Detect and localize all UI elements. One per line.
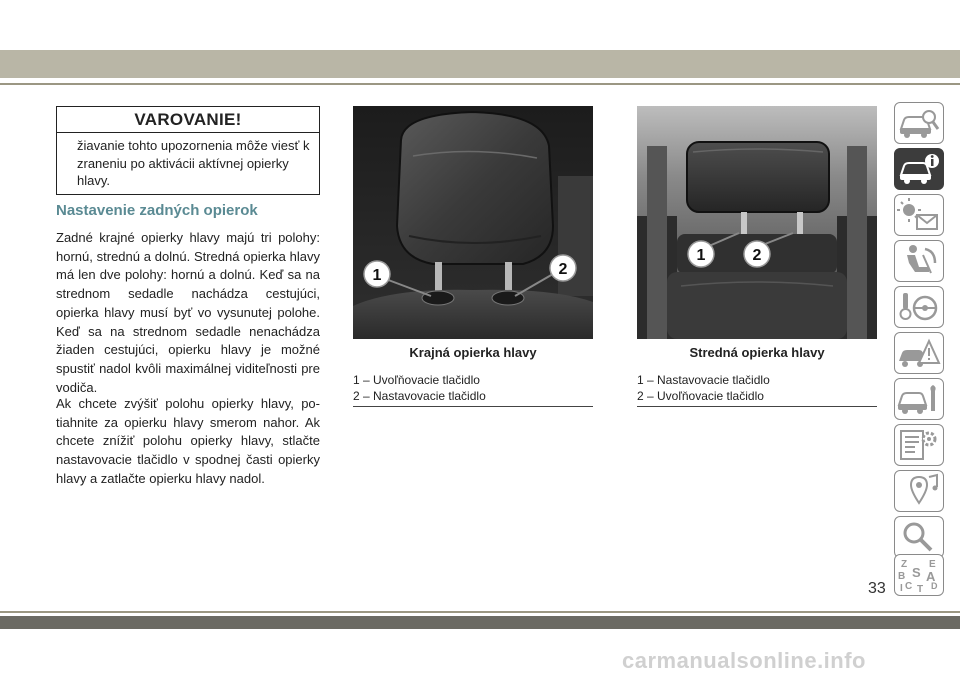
caption-rule: [637, 406, 877, 407]
index-letters-icon: [895, 555, 942, 594]
callout-1: 1: [696, 247, 706, 264]
outboard-head-restraint-photo: [353, 106, 593, 339]
tab-starting-operating[interactable]: [894, 286, 944, 328]
tab-multimedia[interactable]: [894, 470, 944, 512]
warning-title: VAROVANIE!: [57, 107, 319, 133]
footer-rule: [0, 611, 960, 613]
header-band: [0, 50, 960, 78]
warning-box: [56, 106, 320, 195]
center-head-restraint-photo: [637, 106, 877, 339]
index-letter: S: [912, 565, 921, 580]
index-letter: D: [931, 581, 938, 591]
caption-rule: [353, 406, 593, 407]
tab-technical-specifications[interactable]: [894, 424, 944, 466]
tab-getting-to-know-vehicle[interactable]: [894, 102, 944, 144]
index-letter: C: [905, 581, 913, 592]
figure-caption-item: 2 – Uvoľňovacie tlačidlo: [637, 389, 764, 403]
search-icon: [895, 517, 942, 556]
tab-warning-lights-messages[interactable]: [894, 194, 944, 236]
figure-caption-title: Krajná opierka hlavy: [409, 345, 537, 360]
callout-2: 2: [558, 261, 568, 278]
body-paragraph-1: Zadné krajné opierky hlavy majú tri polohy: hornú, strednú a dolnú. Stredná opierka hlavy má len dve polohy: hornú a dolnú. Keď sa na strednom sedadle nachádza cestujúci, opierka hlavy musí byť vo vysunutej polohe. Keď sa na strednom sedadle nenachádza žiaden cestujúci, opierku hlavy je možné spustiť nadol kvôli maximálnej viditeľnosti pre vodiča.: [56, 230, 320, 395]
page-number: 33: [868, 580, 886, 597]
index-letter: A: [926, 569, 936, 584]
index-letter: B: [898, 571, 906, 582]
tab-getting-to-know-instrument-panel[interactable]: [894, 148, 944, 190]
index-letter: I: [900, 583, 903, 594]
car-magnifier-icon: [895, 103, 942, 142]
figure-caption-item: 2 – Nastavovacie tlačidlo: [353, 389, 486, 403]
key-steering-wheel-icon: [895, 287, 942, 326]
figure-caption-title: Stredná opierka hlavy: [689, 345, 825, 360]
figure-caption-item: 1 – Nastavovacie tlačidlo: [637, 373, 770, 387]
tab-customer-assistance[interactable]: [894, 516, 944, 558]
callout-2: 2: [752, 247, 762, 264]
body-paragraph-2: Ak chcete zvýšiť polohu opierky hlavy, po- tiahnite za opierku hlavy smerom nahor. Ak chcete znížiť polohu opierky hlavy, stlačte nastavovacie tlačidlo v spodnej časti opierky hlavy a zatlačte opierku hlavy nadol.: [56, 396, 320, 486]
figure-caption-item: 1 – Uvoľňovacie tlačidlo: [353, 373, 480, 387]
tab-index[interactable]: [894, 554, 944, 596]
callout-1: 1: [372, 267, 382, 284]
specifications-gear-icon: [895, 425, 942, 464]
warning-text: žiavanie tohto upozornenia môže viesť k zraneniu po aktivácii aktívnej opierky hlavy.: [77, 138, 310, 188]
section-heading: Nastavenie zadných opierok: [56, 202, 258, 219]
index-letter: Z: [901, 559, 908, 570]
car-wrench-icon: [895, 379, 942, 418]
index-letter: E: [929, 559, 936, 570]
music-navigation-icon: [895, 471, 942, 510]
watermark: carmanualsonline.info: [622, 648, 866, 673]
car-info-icon: [895, 149, 942, 188]
header-rule: [0, 83, 960, 85]
tab-in-case-of-emergency[interactable]: [894, 332, 944, 374]
footer-band: [0, 616, 960, 629]
warning-lights-message-icon: [895, 195, 942, 234]
seat-airbag-icon: [895, 241, 942, 280]
tab-servicing-maintenance[interactable]: [894, 378, 944, 420]
tab-safety[interactable]: [894, 240, 944, 282]
car-warning-triangle-icon: [895, 333, 942, 372]
index-letter: T: [917, 584, 924, 594]
